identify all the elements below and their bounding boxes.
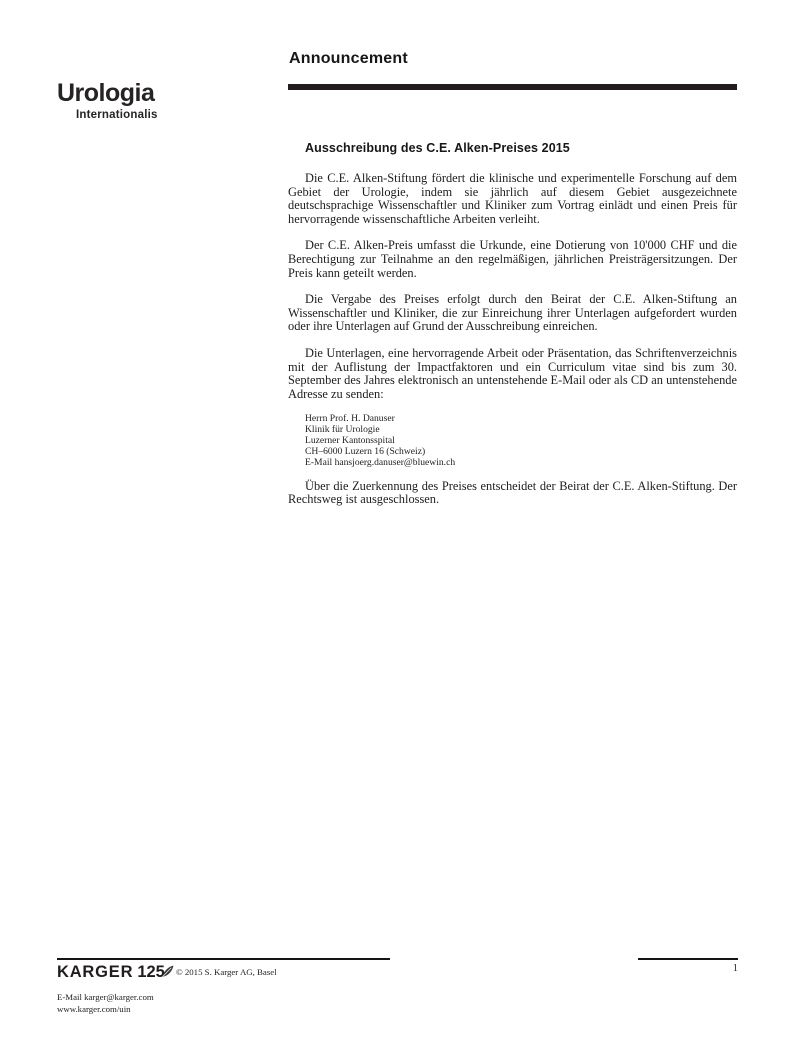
address-line-name: Herrn Prof. H. Danuser	[305, 413, 395, 425]
journal-logo	[57, 80, 158, 121]
journal-logo-subtitle: Internationalis	[76, 108, 158, 121]
publisher-anniversary: 125	[137, 963, 165, 981]
page-number: 1	[732, 963, 738, 974]
publisher-email: E-Mail karger@karger.com	[57, 992, 154, 1002]
contact-address-block	[305, 414, 737, 469]
body-paragraph-3: Die Vergabe des Preises erfolgt durch den Beirat der C.E. Alken-Stiftung an Wissenschaftler und Kliniker, die zur Einreichung ihrer Unterlagen aufgefordert wurden oder ihre Unterlagen auf Grund der Ausschreibung einreichen.	[288, 292, 737, 334]
publisher-logo-text: KARGER	[57, 963, 134, 981]
journal-logo-title: Urologia	[57, 79, 155, 107]
copyright-line: © 2015 S. Karger AG, Basel	[176, 967, 277, 977]
publisher-logo	[57, 963, 175, 984]
body-paragraph-2: Der C.E. Alken-Preis umfasst die Urkunde, eine Dotierung von 10'000 CHF und die Berechtigung zur Teilnahme an den regelmäßigen, jährlichen Preisträgersitzungen. Der Preis kann geteilt werden.	[288, 238, 737, 280]
footer-rule-left	[57, 958, 390, 960]
publisher-website: www.karger.com/uin	[57, 1003, 131, 1014]
address-line-email: E-Mail hansjoerg.danuser@bluewin.ch	[305, 456, 456, 468]
section-label: Announcement	[289, 50, 408, 67]
article-heading: Ausschreibung des C.E. Alken-Preises 2015	[305, 141, 570, 155]
footer-contact	[57, 992, 154, 1015]
announcement-article	[288, 141, 737, 520]
footer-rule-right	[638, 958, 738, 960]
header-rule	[288, 84, 737, 90]
address-line-clinic: Klinik für Urologie	[305, 424, 380, 436]
address-line-hospital: Luzerner Kantonsspital	[305, 435, 395, 447]
body-paragraph-5: Über die Zuerkennung des Preises entscheidet der Beirat der C.E. Alken-Stiftung. Der Rechtsweg ist ausgeschlossen.	[288, 478, 737, 507]
address-line-city: CH–6000 Luzern 16 (Schweiz)	[305, 446, 426, 458]
body-paragraph-1: Die C.E. Alken-Stiftung fördert die klinische und experimentelle Forschung auf dem Gebiet der Urologie, indem sie jährlich auf diesem Gebiet ausgezeichnete deutschsprachige Wissenschaftler und Kliniker zum Vortrag einlädt und einen Preis für hervorragende wissenschaftliche Arbeiten verleiht.	[288, 171, 737, 226]
quill-icon	[160, 964, 175, 984]
body-paragraph-4: Die Unterlagen, eine hervorragende Arbeit oder Präsentation, das Schriftenverzeichnis mit der Auflistung der Impactfaktoren und ein Curriculum vitae sind bis zum 30. September des Jahres elektronisch an untenstehende E-Mail oder als CD an untenstehende Adresse zu senden:	[288, 345, 737, 401]
